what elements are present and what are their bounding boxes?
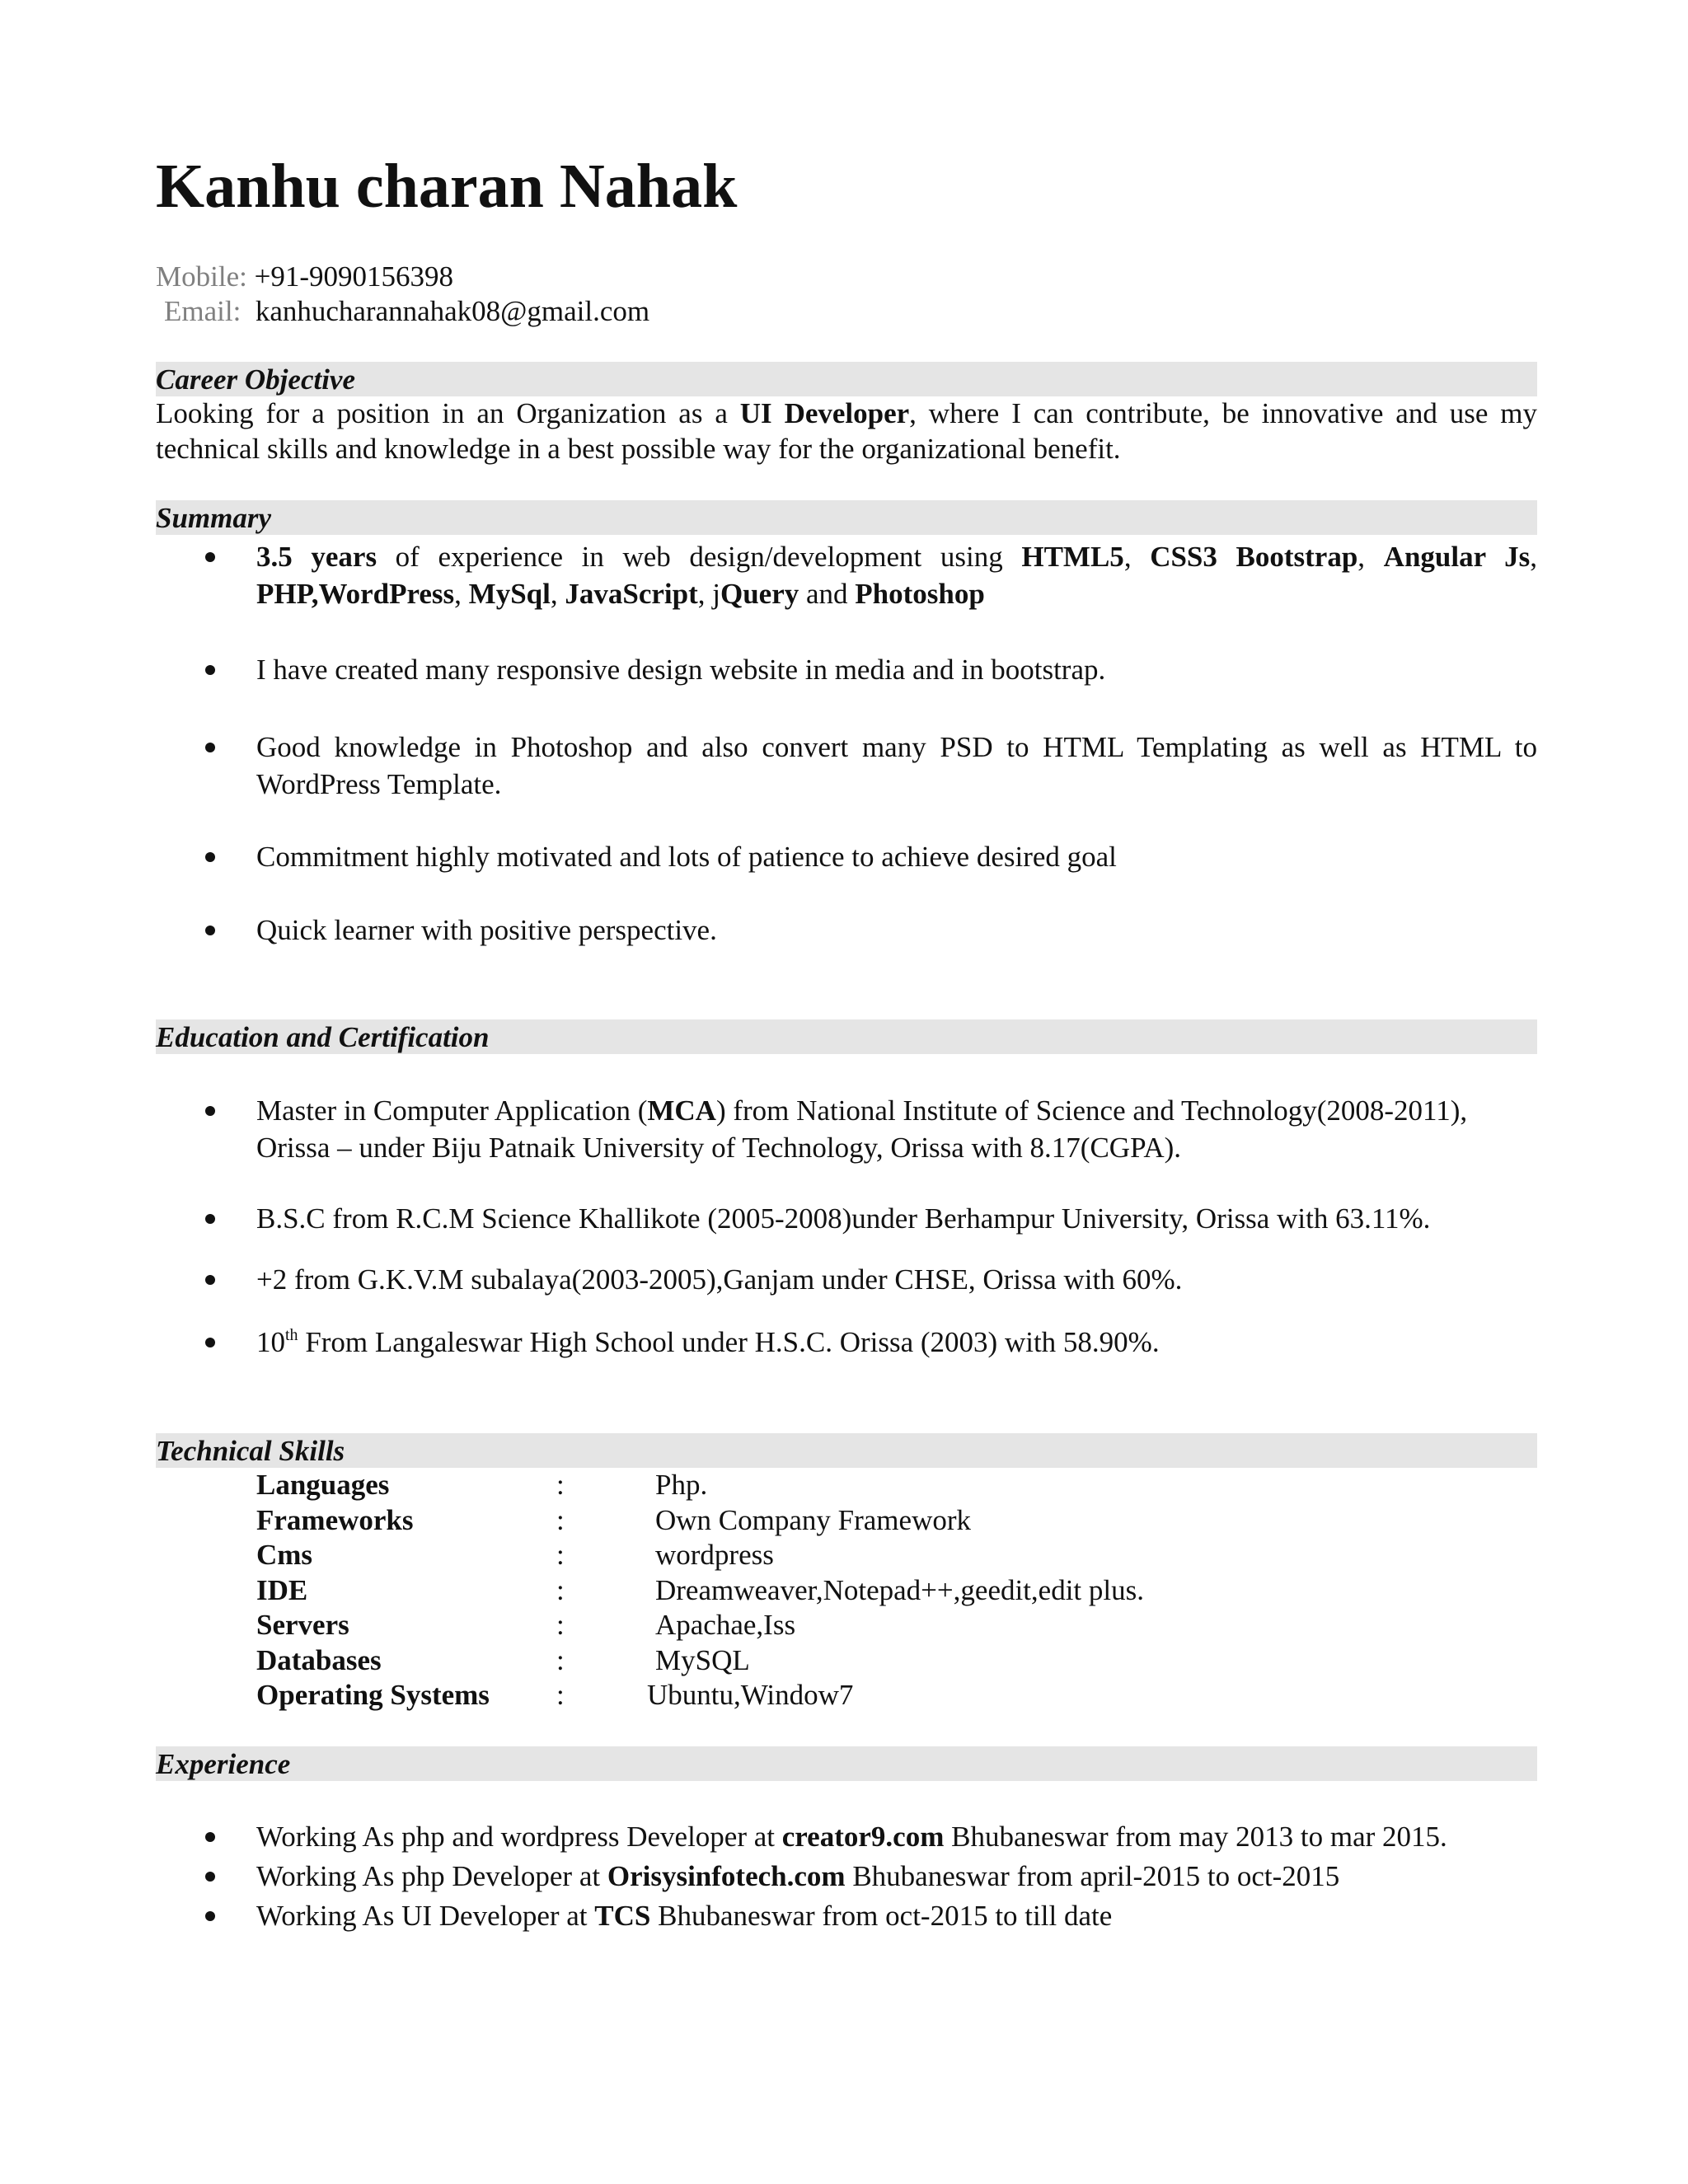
skill-value: Own Company Framework	[655, 1503, 972, 1536]
skill-key: Operating Systems	[256, 1679, 490, 1711]
bullet-icon	[205, 743, 215, 752]
bullet-icon	[205, 1275, 215, 1285]
experience-item: Working As UI Developer at TCS Bhubaneswar from oct-2015 to till date	[256, 1900, 1113, 1932]
skill-key: Languages	[256, 1469, 390, 1501]
mobile-label: Mobile:	[156, 260, 247, 293]
education-item-bsc: B.S.C from R.C.M Science Khallikote (2005-2008)under Berhampur University, Orissa with 63.11%.	[256, 1202, 1431, 1235]
bullet-icon	[205, 1106, 215, 1116]
mobile-line	[156, 260, 649, 294]
list-item	[156, 1818, 1537, 1855]
list-item	[156, 838, 1537, 875]
skill-separator: :	[556, 1469, 565, 1501]
mobile-value: +91-9090156398	[254, 260, 453, 293]
skill-value: Ubuntu,Window7	[647, 1679, 854, 1711]
education-item-plus2: +2 from G.K.V.M subalaya(2003-2005),Ganjam under CHSE, Orissa with 60%.	[256, 1263, 1183, 1296]
bullet-icon	[205, 926, 215, 935]
summary-heading: Summary	[156, 500, 1537, 535]
list-item	[156, 651, 1537, 688]
summary-item-text: I have created many responsive design website in media and in bootstrap.	[256, 654, 1106, 686]
experience-item: Working As php Developer at Orisysinfotech.com Bhubaneswar from april-2015 to oct-2015	[256, 1860, 1340, 1892]
education-heading: Education and Certification	[156, 1019, 1537, 1054]
email-label: Email:	[164, 295, 241, 327]
education-item-tenth: 10th From Langaleswar High School under H.S.C. Orissa (2003) with 58.90%.	[256, 1326, 1160, 1358]
skill-key: IDE	[256, 1573, 308, 1606]
skill-separator: :	[556, 1609, 565, 1641]
list-item	[156, 1324, 1537, 1361]
summary-item-text: Commitment highly motivated and lots of patience to achieve desired goal	[256, 841, 1117, 873]
objective-text-part: Looking for a position in an Organization as a	[156, 397, 740, 429]
skill-key: Databases	[256, 1643, 382, 1676]
skill-value: Php.	[655, 1469, 708, 1501]
experience-heading: Experience	[156, 1746, 1537, 1781]
list-item	[156, 912, 1537, 949]
bullet-icon	[205, 1872, 215, 1882]
contact-block	[156, 260, 649, 329]
email-value: kanhucharannahak08@gmail.com	[255, 295, 650, 327]
skill-key: Servers	[256, 1609, 349, 1641]
candidate-name: Kanhu charan Nahak	[156, 152, 738, 221]
bullet-icon	[205, 1832, 215, 1842]
bullet-icon	[205, 1911, 215, 1921]
skill-separator: :	[556, 1539, 565, 1571]
list-item	[156, 729, 1537, 803]
list-item	[156, 1200, 1537, 1237]
skill-key: Cms	[256, 1539, 313, 1571]
summary-item-text: Good knowledge in Photoshop and also convert many PSD to HTML Templating as well as HTML to WordPress Template.	[256, 731, 1537, 800]
list-item	[156, 538, 1537, 612]
career-objective-text	[156, 396, 1537, 466]
skill-separator: :	[556, 1643, 565, 1676]
skill-key: Frameworks	[256, 1503, 414, 1536]
bullet-icon	[205, 665, 215, 675]
list-item	[156, 1092, 1537, 1166]
objective-text-part: , where I can contribute, be innovative and use my technical skills and knowledge in a best possible way for the organizational benefit.	[156, 397, 1537, 465]
skill-separator: :	[556, 1573, 565, 1606]
bullet-icon	[205, 1338, 215, 1347]
skill-value: MySQL	[655, 1643, 750, 1676]
skill-value: Dreamweaver,Notepad++,geedit,edit plus.	[655, 1573, 1145, 1606]
list-item	[156, 1858, 1537, 1895]
summary-item-text: Quick learner with positive perspective.	[256, 914, 717, 946]
bullet-icon	[205, 552, 215, 562]
technical-skills-heading: Technical Skills	[156, 1433, 1537, 1468]
skill-separator: :	[556, 1679, 565, 1711]
skill-separator: :	[556, 1503, 565, 1536]
list-item	[156, 1261, 1537, 1298]
career-objective-heading: Career Objective	[156, 362, 1537, 396]
list-item	[156, 1897, 1537, 1934]
summary-item-experience: 3.5 years of experience in web design/development using HTML5, CSS3 Bootstrap, Angular Js, PHP,WordPress, MySql, JavaScript, jQuery and Photoshop	[256, 541, 1537, 610]
experience-item: Working As php and wordpress Developer at creator9.com Bhubaneswar from may 2013 to mar 2015.	[256, 1821, 1447, 1853]
skill-value: wordpress	[655, 1539, 774, 1571]
bullet-icon	[205, 852, 215, 862]
education-item-mca: Master in Computer Application (MCA) from National Institute of Science and Technology(2008-2011), Orissa – under Biju Patnaik University of Technology, Orissa with 8.17(CGPA).	[256, 1094, 1468, 1164]
skill-value: Apachae,Iss	[655, 1609, 796, 1641]
bullet-icon	[205, 1214, 215, 1224]
email-line	[156, 294, 649, 329]
objective-role: UI Developer	[739, 397, 910, 429]
